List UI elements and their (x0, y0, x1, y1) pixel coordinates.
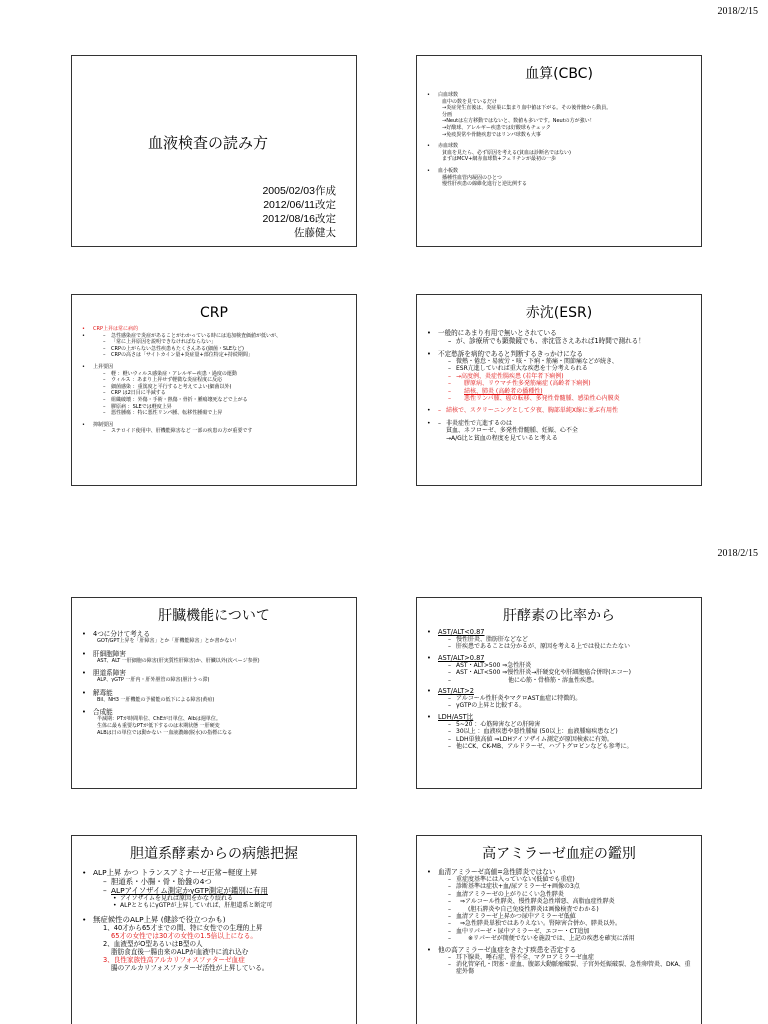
bullet-item (427, 350, 693, 402)
sub-item: – LDH単独高値 ⇒LDHアイソザイム測定が原因検索に有効。 (448, 736, 693, 743)
slide-body (72, 630, 356, 736)
text: ESR亢進していれば重大な疾患を十分考えられる (456, 365, 588, 373)
sub-item: – 血清アミラーゼ上昇かつ尿中アミラーゼ低値 (448, 913, 693, 920)
bullet-text: 血小板数 (438, 167, 459, 174)
bullet-text: 解毒能 (93, 688, 113, 697)
slide-body (72, 326, 356, 435)
slide-title (71, 55, 357, 247)
document-title: 血液検査の読み方 (148, 134, 269, 152)
sub-item: • アイソザイムを見れば原因をかなり絞れる (113, 895, 348, 902)
sub-item: – 結核、肺炎 (高齢者の播種性) (448, 388, 693, 395)
bullet-item (427, 628, 693, 651)
sub-item: – 血中リパーゼ・尿中アミラーゼ、エコー・CT追加 (448, 928, 693, 935)
slide-heading: 肝酵素の比率から (503, 608, 615, 624)
sub-item: – 「常に上昇原因を説明できなければならない」 (103, 339, 348, 346)
line: 貧血を見たら、必ず原因を考える(貧血は診断名ではない) (442, 149, 571, 156)
slide-body (417, 92, 701, 188)
line: 65才の女性では30才の女性の1.5倍以上になる。 (111, 931, 257, 940)
bullet-text: 4つに分けて考える (93, 630, 150, 638)
author-name: 佐藤健太 (294, 227, 336, 239)
sub-item: – 悪性腫瘍 ：特に悪性リンパ腫、転移性腫瘍で上昇 (103, 410, 348, 417)
sub-item: – (胆石膵炎や自己免疫性膵炎は画像検査でわかる) (448, 906, 693, 913)
line: Bil、NH3 一肝機能の予備能の低下による障害(黄疸) (97, 696, 215, 703)
slide-enzyme-ratio (416, 597, 702, 789)
slide-crp (71, 294, 357, 486)
line: ALBは日の単位では動かない 一血液濃縮(脱水)の指標になる (97, 729, 233, 736)
bullet-text: 胆道系障害 (93, 669, 126, 678)
sub-item: – ⇒アルコール性膵炎、慢性膵炎急性増悪、高脂血症性膵炎 (448, 898, 693, 905)
bullet-item (427, 687, 693, 710)
revised-date-2: 2012/08/16改定 (262, 213, 336, 225)
slide-body (417, 329, 701, 442)
bullet-text: 肝細胞障害 (93, 649, 126, 658)
slide-body (417, 868, 701, 976)
bullet-item (82, 422, 348, 435)
sub-item: – が、診療所でも顕微鏡でも、赤沈管さえあれば1時間で測れる！ (448, 337, 693, 345)
line: 脂肪食直後一腸由来のALPが血液中に流れ込む (111, 947, 249, 956)
sub-item: – アルコール性肝炎やマクロAST血症に特徴的。 (448, 695, 693, 702)
sub-item (448, 365, 693, 372)
line: →炎症発生直後は、炎症巣に集まり血中値は下がる。その後骨髄から動員。 (442, 105, 612, 112)
slide-body (417, 628, 701, 750)
sub-item: – CRPの上がらない急性疾患もたくさんある(細菌・SLEなど) (103, 346, 348, 353)
bullet-text: 赤血球数 (438, 143, 459, 150)
sub-item: – 細菌感染 ：重篤度と平行すると考えてよい(細菌以外) (103, 384, 348, 391)
bullet-item (82, 326, 348, 333)
sub-item: – 膠原病、リウマチ性多発筋痛症 (高齢者下痢例) (448, 380, 693, 387)
sub-item: • ALPとともにγGTPが上昇していれば、肝胆道系と断定可 (113, 902, 348, 909)
sub-item: – ステロイド使用中、肝機能障害など 一部の疾患の方が重要です (103, 428, 348, 435)
bullet-item (427, 168, 693, 188)
slide-biliary-enzymes (71, 835, 357, 1024)
bullet-item (82, 868, 348, 910)
print-date-middle: 2018/2/15 (717, 548, 758, 559)
line: 3、良性家族性高アルカリフォスファターゼ血症 (103, 955, 245, 964)
slide-esr (416, 294, 702, 486)
line: ALP、γGTP 一肝内・肝外胆管の障害(胆汁うっ滞) (97, 677, 210, 684)
sub-item: – γGTPの上昇と比較する。 (448, 702, 693, 709)
line: 腸のアルカリフォスファターゼ活性が上昇している。 (111, 963, 269, 972)
sub-item: – • 非炎症性で亢進するのは (438, 420, 693, 427)
sub-item: – AST・ALT<500 ⇒慢性肝炎→肝硬変化や肝細胞癌合併時(エコー) (448, 669, 693, 676)
bullet-text: AST/ALT>2 (438, 687, 474, 696)
bullet-item (82, 364, 348, 417)
slide-heading: 胆道系酵素からの病態把握 (130, 846, 298, 862)
sub-item: – CRPの高さは「サイトカイン量+炎症量+部位特定+持続期間」 (103, 352, 348, 359)
sub-item: – 軽 ：軽いウィルス感染症・アレルギー疾患・過度の運動 (103, 371, 348, 378)
bullet-text: 血清アミラーゼ高値=急性膵炎ではない (438, 868, 556, 876)
sub-item: – • 急性感染症で炎症があることがわかっている時には追加検査価値が低いが、 (103, 333, 348, 340)
bullet-item (427, 143, 693, 163)
sub-item: – 悪性リンパ腫、癌の転移、多発性骨髄腫、感染性心内膜炎 (448, 395, 693, 402)
bullet-text: 白血球数 (438, 92, 459, 98)
bullet-item (82, 689, 348, 704)
line: 1、40才から65才までの間、特に女性での生理的上昇 (103, 923, 263, 932)
sub-item: – ALPアイソザイム測定かγGTP測定が鑑別に有用 (103, 886, 348, 895)
bullet-item (427, 420, 693, 442)
line: 分画 (442, 111, 453, 118)
sub-item: – 他に心筋・骨格筋・溶血性疾患。 (448, 677, 693, 684)
sub-item: – 慢性肝炎、脂肪肝などなど (448, 636, 693, 643)
line: 貧血、ネフローゼ、多発性骨髄腫、妊娠、心不全 (446, 427, 578, 435)
sub-item: – 消化管穿孔・閉塞・虚血、腹部大動脈瘤破裂、子宮外妊娠破裂、急性卵管炎、DKA、重症外傷 (448, 961, 693, 976)
bullet-item (82, 915, 348, 972)
line: 慢性肝疾患の線維化進行と逆比例する (442, 181, 528, 188)
sub-item: – 血清アミラーゼの上がりにくい急性膵炎 (448, 891, 693, 898)
sub-item: – →高度例、炎症性腸疾患 (若年者下痢例) (448, 373, 693, 380)
bullet-text: 合成能 (93, 708, 113, 717)
bullet-item (427, 92, 693, 138)
created-date: 2005/02/03作成 (262, 185, 336, 197)
print-date-top: 2018/2/15 (717, 6, 758, 17)
sub-item: – 30以上 ：血液疾患や悪性腫瘍 (50以上：血液腫瘍疾患など) (448, 728, 693, 735)
bullet-text: 抑制要因 (93, 421, 114, 428)
bullet-text: 他の高アミラーゼ血症をきたす疾患を否定する (438, 945, 577, 954)
line: 生体に最も重要なPTが低下するのは末期状態 一肝硬変 (97, 722, 220, 729)
slide-liver-function (71, 597, 357, 789)
bullet-text: 上昇要因 (93, 363, 114, 370)
line: →Neutは左方移動ではないと、数値も多いです。Neutの方が強い！ (442, 118, 595, 125)
bullet-text: 一般的にあまり有用で無いとされている (438, 329, 557, 337)
sub-item: – 肝疾患であることは分かるが、原因を考える上では役にたたない (448, 643, 693, 650)
bullet-item (82, 669, 348, 684)
sub-item: – CRP は2日目に半減する (103, 390, 348, 397)
bullet-item (82, 708, 348, 736)
sub-item: – • 結核で、スクリーニングとして夕夜、胸部単純X線に並ぶ有用性 (438, 407, 693, 414)
line: GOT/GPT上昇を「肝障害」とか「肝機能障害」とか書かない！ (97, 638, 240, 644)
slide-heading: 肝臓機能について (158, 608, 270, 624)
sub-item: – 耳下腺炎、唾石症、腎不全、マクロアミラーゼ血症 (448, 954, 693, 961)
sub-item: – 重症度基準には入っていない(低値でも重症) (448, 876, 693, 883)
sub-item: – ⇒急性膵炎単独ではありえない。腎障害合併か、膵炎以外。 (448, 920, 693, 927)
slide-cbc (416, 55, 702, 247)
sub-item: – 診断基準は症状+血/尿アミラーゼ+画像の3点 (448, 883, 693, 890)
sub-item: – ※リパーゼが簡便でないを施設では、上記の疾患を確実に活用 (448, 935, 693, 942)
sub-item: – 微熱・倦怠・易疲労・咳・下痢・筋痛・関節痛などが続き、 (448, 358, 693, 365)
slide-heading: CRP (200, 305, 228, 321)
sub-item: – AST・ALT>500 ⇒急性肝炎 (448, 662, 693, 669)
sub-item: – 組織破壊 ：外傷・手術・熱傷・骨折・腫瘍壊死などで上がる (103, 397, 348, 404)
line: →免疫異常や骨髄疾患ではリンパ球数も大事 (442, 131, 541, 138)
line: →好酸球、アレルギー疾患では好酸球もチェック (442, 124, 551, 131)
sub-item: – 胆道系・小腸・骨・胎盤の4つ (103, 877, 348, 886)
slide-heading: 血算(CBC) (525, 66, 593, 82)
sub-item: – 5~20 ：心筋障害などの肝障害 (448, 721, 693, 728)
line: 半減期：PTが時間単位、ChEが日単位、Albは週単位。 (97, 716, 221, 723)
revised-date-1: 2012/06/11改定 (263, 199, 336, 211)
sub-item: – 他にCK、CK-MB、アルドラーゼ、ハプトグロビンなども参考に。 (448, 743, 693, 750)
line: まずはMCV+網赤血球数+フェリチンが最初の一歩 (442, 156, 557, 163)
slide-body (72, 868, 356, 972)
bullet-item (427, 407, 693, 414)
bullet-item (427, 329, 693, 345)
slide-heading: 赤沈(ESR) (525, 305, 593, 321)
line: 2、血液型がO型あるいはB型の人 (103, 939, 203, 948)
sub-item: – ウィルス ：あまり上昇せず軽微な炎症程度に反応 (103, 377, 348, 384)
bullet-text: LDH/AST比 (438, 712, 474, 721)
sub-list (82, 333, 348, 359)
bullet-text: 不定愁訴を病的であると判断するきっかけになる (438, 350, 584, 358)
slide-heading: 高アミラーゼ血症の鑑別 (482, 846, 636, 862)
bullet-text: ALP上昇 かつ トランスアミナーゼ正常~軽度上昇 (93, 868, 258, 877)
sub-item: – 膠原病 ：SLEでは軽度上昇 (103, 404, 348, 411)
bullet-text: AST/ALT<0.87 (438, 628, 485, 636)
bullet-text: 無症候性のALP上昇 (健診で役立つかも) (93, 914, 226, 924)
bullet-item (82, 630, 348, 645)
bullet-item (427, 713, 693, 751)
line: →A/G比と貧血の程度を見ていると考える (446, 434, 558, 442)
slide-hyperamylasemia (416, 835, 702, 1024)
line: 血中の数を見ているだけ (442, 98, 498, 105)
revision-history (262, 184, 336, 240)
bullet-item (427, 946, 693, 976)
bullet-item (427, 868, 693, 943)
line: AST、ALT 一肝細胞の障害(肝実質性肝障害)か、肝臓以外(次ページ参照) (97, 657, 260, 664)
bullet-text: AST/ALT>0.87 (438, 653, 485, 662)
bullet-item (82, 650, 348, 665)
bullet-item (427, 654, 693, 684)
line: 播種性血管内凝固のひとつ (442, 174, 502, 181)
bullet-text: CRP上昇は常に病的 (93, 326, 138, 332)
